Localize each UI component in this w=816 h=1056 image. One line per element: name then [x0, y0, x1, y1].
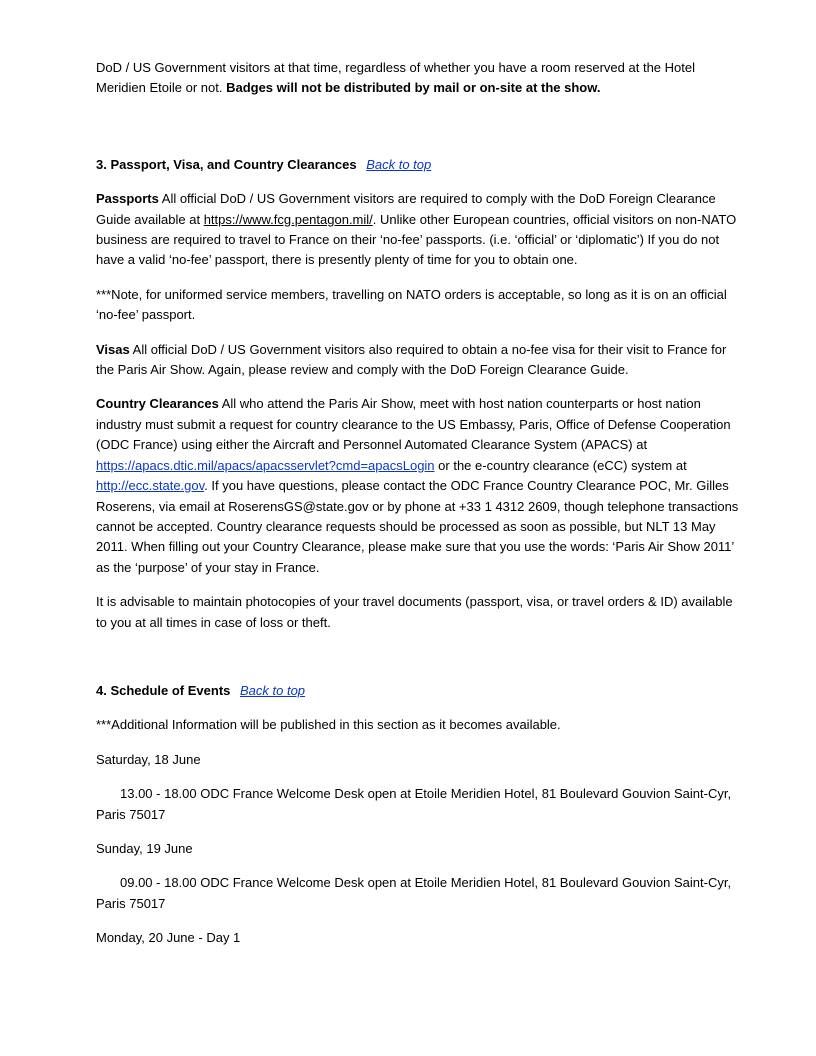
document-body: [96, 58, 746, 963]
passports-text1: All official DoD / US Government visitors are required to comply with the DoD Foreign Clearance Guide available at: [96, 191, 716, 227]
schedule-day-sunday: Sunday, 19 June: [96, 840, 193, 856]
clearances-label: Country Clearances: [96, 396, 219, 412]
section3-heading: 3. Passport, Visa, and Country Clearances: [96, 156, 357, 172]
fcg-url-link[interactable]: https://www.fcg.pentagon.mil/: [203, 211, 373, 227]
nato-note: ***Note, for uniformed service members, travelling on NATO orders is acceptable, so long as it is on an official ‘no-fee’ passport.: [96, 286, 727, 323]
schedule-day-saturday: Saturday, 18 June: [96, 751, 201, 767]
badges-notice: Badges will not be distributed by mail or on-site at the show.: [226, 80, 601, 96]
passports-paragraph: [96, 189, 746, 271]
ecc-link[interactable]: http://ecc.state.gov: [96, 478, 205, 494]
section3-heading-row: [96, 155, 746, 175]
back-to-top-link-section3[interactable]: Back to top: [366, 156, 432, 172]
clearances-text2: or the e-country clearance (eCC) system at: [434, 457, 687, 473]
schedule-note: ***Additional Information will be published in this section as it becomes available.: [96, 717, 561, 733]
intro-line1: DoD / US Government visitors at that time, regardless of whether you have a room reserved at the Hotel: [96, 60, 695, 75]
visas-paragraph: [96, 340, 746, 381]
clearances-text1: All who attend the Paris Air Show, meet with host nation counterparts or host nation industry must submit a request for country clearance to the US Embassy, Paris, Office of Defense Cooperation (ODC France) using either the Aircraft and Personnel Automated Clearance System (APACS) at: [96, 396, 731, 453]
intro-paragraph: [96, 58, 746, 99]
intro-line2: Meridien Etoile or not.: [96, 80, 227, 96]
apacs-link[interactable]: https://apacs.dtic.mil/apacs/apacsservlet?cmd=apacsLogin: [96, 457, 435, 473]
clearances-text3: . If you have questions, please contact the ODC France Country Clearance POC, Mr. Gilles Roserens, via email at RoserensGS@state.gov or by phone at +33 1 4312 2609, though telephone transactions cannot be accepted. Country clearance requests should be processed as soon as possible, but NLT 13 May 2011. When filling out your Country Clearance, please make sure that you use the words: ‘Paris Air Show 2011’ as the ‘purpose’ of your stay in France.: [96, 478, 739, 575]
schedule-day-monday: Monday, 20 June - Day 1: [96, 930, 241, 946]
travel-documents-advice: It is advisable to maintain photocopies of your travel documents (passport, visa, or travel orders & ID) available to you at all times in case of loss or theft.: [96, 594, 733, 630]
passports-text2: . Unlike other European countries, official visitors on non-NATO business are required to travel to France on their ‘no-fee’ passports. (i.e. ‘official’ or ‘diplomatic’) If you do not have a valid ‘no-fee’ passport, there is presently plenty of time for you to obtain one.: [96, 211, 737, 268]
schedule-event-saturday: 13.00 - 18.00 ODC France Welcome Desk open at Etoile Meridien Hotel, 81 Boulevard Gouvion Saint-Cyr, Paris 75017: [96, 786, 732, 822]
schedule-event-sunday: 09.00 - 18.00 ODC France Welcome Desk open at Etoile Meridien Hotel, 81 Boulevard Gouvion Saint-Cyr, Paris 75017: [96, 875, 732, 911]
back-to-top-link-section4[interactable]: Back to top: [240, 682, 306, 698]
country-clearances-paragraph: [96, 394, 746, 578]
section4-heading: 4. Schedule of Events: [96, 682, 231, 698]
section4-heading-row: [96, 681, 746, 701]
visas-text: All official DoD / US Government visitors also required to obtain a no-fee visa for their visit to France for the Paris Air Show. Again, please review and comply with the DoD Foreign Clearance Guide.: [96, 341, 727, 378]
visas-label: Visas: [96, 341, 130, 357]
passports-label: Passports: [96, 191, 159, 207]
